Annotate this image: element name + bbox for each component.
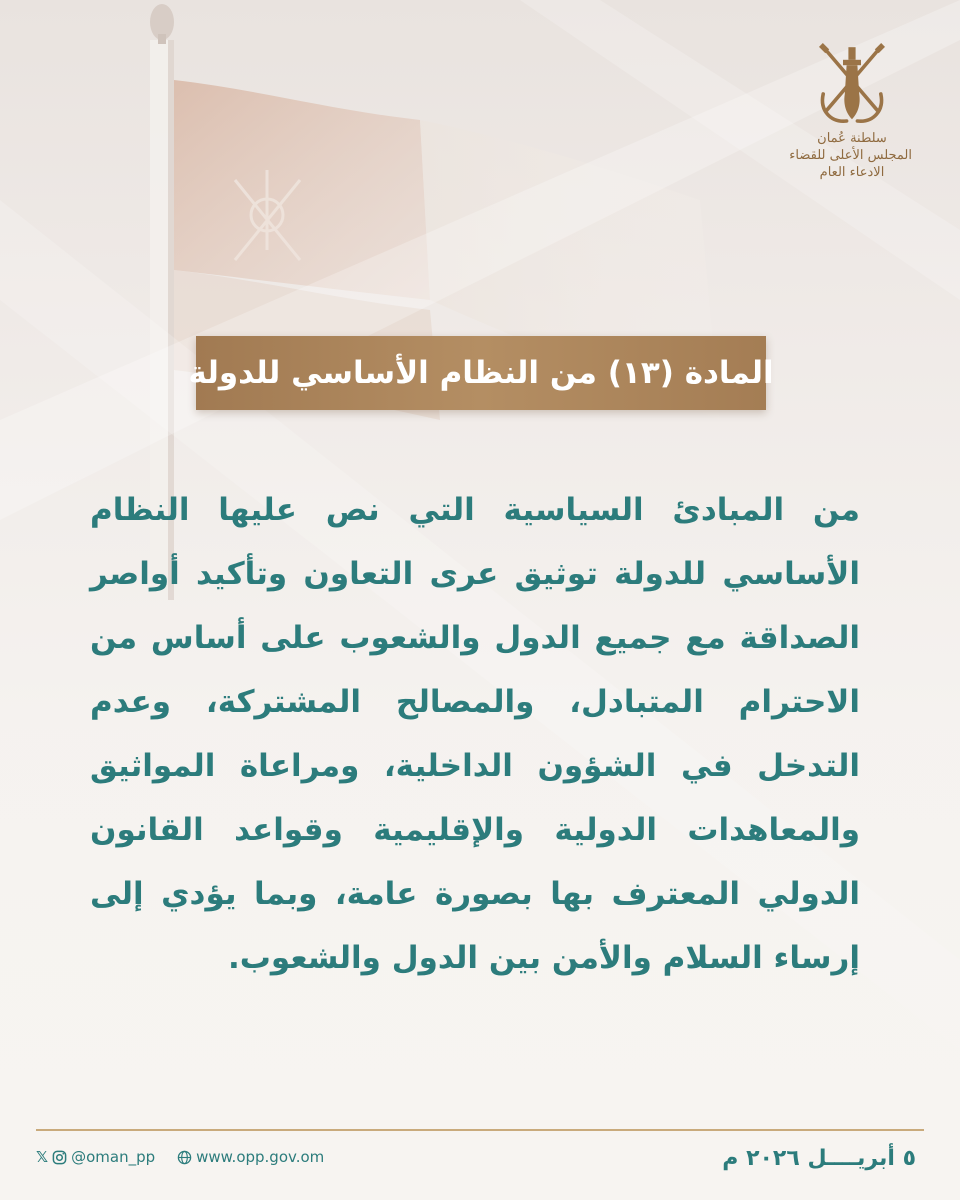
emblem-text-line-1: سلطنة عُمان <box>817 131 887 146</box>
website-link[interactable]: www.opp.gov.om <box>196 1148 325 1166</box>
emblem-text-line-3: الادعاء العام <box>819 165 885 180</box>
globe-icon <box>177 1150 192 1165</box>
instagram-icon[interactable] <box>52 1150 67 1165</box>
x-icon[interactable]: 𝕏 <box>36 1148 49 1166</box>
oman-emblem-icon <box>807 40 897 130</box>
article-title: المادة (١٣) من النظام الأساسي للدولة <box>188 355 774 391</box>
emblem-text-line-2: المجلس الأعلى للقضاء <box>789 148 912 163</box>
emblem-logo <box>789 40 912 205</box>
footer-divider <box>36 1129 924 1131</box>
social-handle[interactable]: @oman_pp <box>71 1148 156 1166</box>
footer-social <box>36 1148 324 1166</box>
article-body: من المبادئ السياسية التي نص عليها النظام الأساسي للدولة توثيق عرى التعاون وتأكيد أواصر الصداقة مع جميع الدول والشعوب على أساس من الاحترام المتبادل، والمصالح المشتركة، وعدم التدخل في الشؤون الداخلية، ومراعاة المواثيق والمعاهدات الدولية والإقليمية وقواعد القانون الدولي المعترف بها بصورة عامة، وبما يؤدي إلى إرساء السلام والأمن بين الدول والشعوب. <box>90 492 860 976</box>
publish-date: ٥ أبريــــل ٢٠٢٦ م <box>722 1146 916 1171</box>
title-banner <box>188 336 774 410</box>
